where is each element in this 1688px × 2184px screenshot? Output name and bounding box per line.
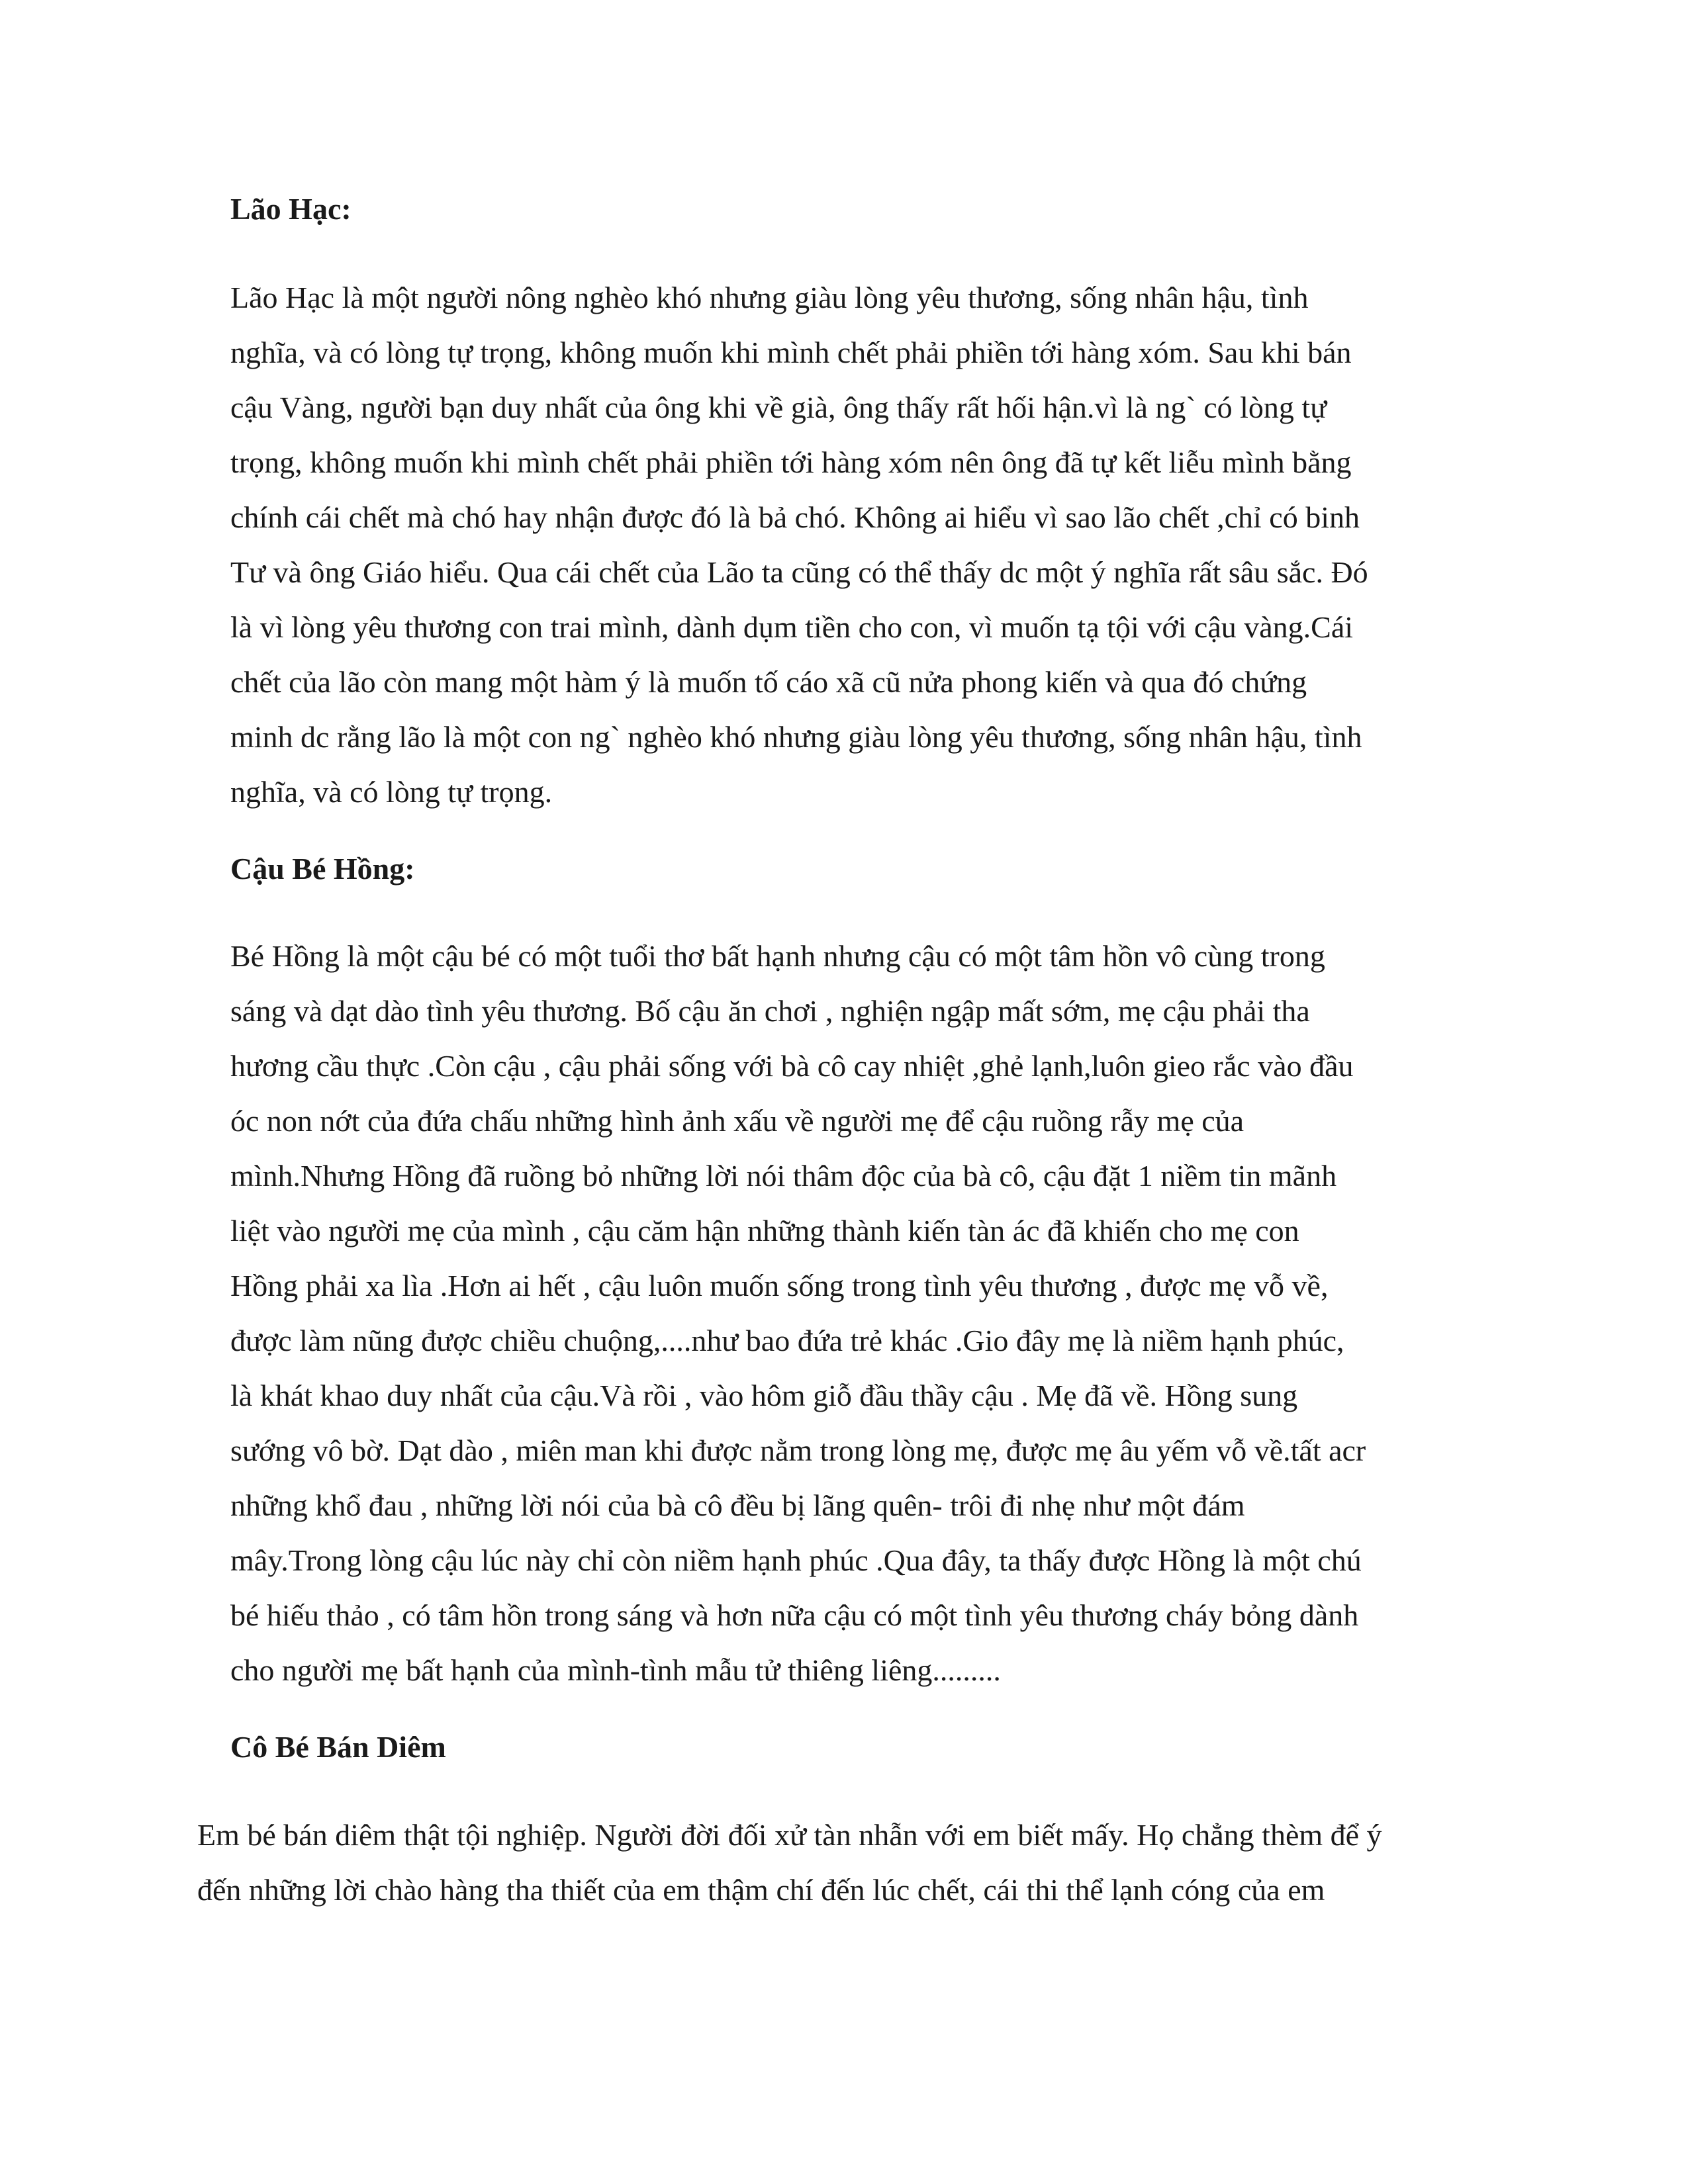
paragraph-line: mây.Trong lòng cậu lúc này chỉ còn niềm hạnh phúc .Qua đây, ta thấy được Hồng là một chú <box>230 1543 1362 1577</box>
paragraph-line: đến những lời chào hàng tha thiết của em thậm chí đến lúc chết, cái thi thể lạnh cóng của em <box>197 1873 1325 1907</box>
paragraph-line: nghĩa, và có lòng tự trọng. <box>230 775 553 809</box>
paragraph-line: sướng vô bờ. Dạt dào , miên man khi được nằm trong lòng mẹ, được mẹ âu yếm vỗ về.tất acr <box>230 1433 1366 1467</box>
paragraph-line: Bé Hồng là một cậu bé có một tuổi thơ bất hạnh nhưng cậu có một tâm hồn vô cùng trong <box>230 939 1325 973</box>
paragraph-line: những khổ đau , những lời nói của bà cô đều bị lãng quên- trôi đi nhẹ như một đám <box>230 1488 1245 1522</box>
paragraph-line: hương cầu thực .Còn cậu , cậu phải sống với bà cô cay nhiệt ,ghẻ lạnh,luôn gieo rắc vào đầu <box>230 1049 1354 1083</box>
paragraph-line: sáng và dạt dào tình yêu thương. Bố cậu ăn chơi , nghiện ngập mất sớm, mẹ cậu phải tha <box>230 994 1310 1028</box>
section-heading-co-be-ban-diem: Cô Bé Bán Diêm <box>230 1730 446 1764</box>
paragraph-line: liệt vào người mẹ của mình , cậu căm hận những thành kiến tàn ác đã khiến cho mẹ con <box>230 1214 1299 1248</box>
paragraph-line: Hồng phải xa lìa .Hơn ai hết , cậu luôn muốn sống trong tình yêu thương , được mẹ vỗ về, <box>230 1269 1329 1302</box>
paragraph-line: Em bé bán diêm thật tội nghiệp. Người đời đối xử tàn nhẫn với em biết mấy. Họ chẳng thèm để ý <box>197 1818 1382 1852</box>
paragraph-line: chết của lão còn mang một hàm ý là muốn tố cáo xã cũ nửa phong kiến và qua đó chứng <box>230 665 1307 699</box>
paragraph-line: Tư và ông Giáo hiểu. Qua cái chết của Lão ta cũng có thể thấy dc một ý nghĩa rất sâu sắc. Đó <box>230 555 1368 589</box>
paragraph-line: là khát khao duy nhất của cậu.Và rồi , vào hôm giỗ đầu thầy cậu . Mẹ đã về. Hồng sung <box>230 1379 1298 1412</box>
paragraph-line: trọng, không muốn khi mình chết phải phiền tới hàng xóm nên ông đã tự kết liễu mình bằng <box>230 445 1352 479</box>
paragraph-line: Lão Hạc là một người nông nghèo khó nhưng giàu lòng yêu thương, sống nhân hậu, tình <box>230 281 1309 314</box>
paragraph-line: chính cái chết mà chó hay nhận được đó là bả chó. Không ai hiểu vì sao lão chết ,chỉ có binh <box>230 500 1360 534</box>
paragraph-line: minh dc rằng lão là một con ng` nghèo khó nhưng giàu lòng yêu thương, sống nhân hậu, tình <box>230 720 1362 754</box>
section-heading-cau-be-hong: Cậu Bé Hồng: <box>230 852 415 886</box>
paragraph-line: cho người mẹ bất hạnh của mình-tình mẫu tử thiêng liêng......... <box>230 1653 1001 1687</box>
paragraph-line: được làm nũng được chiều chuộng,....như bao đứa trẻ khác .Gio đây mẹ là niềm hạnh phúc, <box>230 1324 1344 1357</box>
paragraph-line: nghĩa, và có lòng tự trọng, không muốn khi mình chết phải phiền tới hàng xóm. Sau khi bán <box>230 336 1352 369</box>
section-heading-lao-hac: Lão Hạc: <box>230 192 352 226</box>
paragraph-line: mình.Nhưng Hồng đã ruồng bỏ những lời nói thâm độc của bà cô, cậu đặt 1 niềm tin mãnh <box>230 1159 1337 1193</box>
paragraph-line: óc non nớt của đứa chấu những hình ảnh xấu về người mẹ để cậu ruồng rẫy mẹ của <box>230 1104 1244 1138</box>
paragraph-line: là vì lòng yêu thương con trai mình, dành dụm tiền cho con, vì muốn tạ tội với cậu vàng.Cái <box>230 610 1354 644</box>
paragraph-line: cậu Vàng, người bạn duy nhất của ông khi về già, ông thấy rất hối hận.vì là ng` có lòng tự <box>230 390 1327 424</box>
paragraph-line: bé hiếu thảo , có tâm hồn trong sáng và hơn nữa cậu có một tình yêu thương cháy bỏng dành <box>230 1598 1359 1632</box>
